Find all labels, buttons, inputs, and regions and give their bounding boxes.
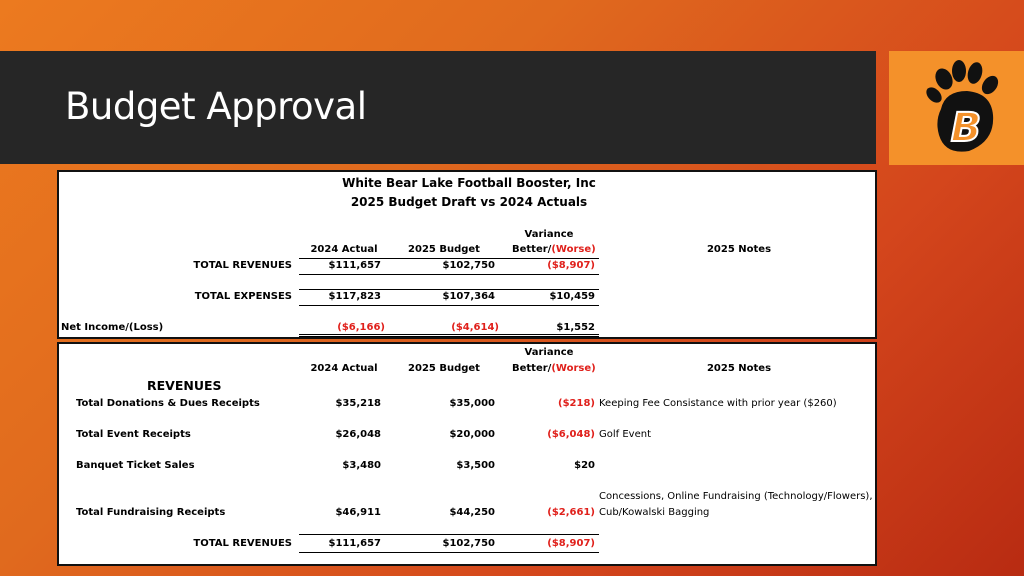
- revenue-row-actual: $46,911: [335, 507, 381, 518]
- actual-header: 2024 Actual: [310, 244, 378, 255]
- slide-title: Budget Approval: [65, 85, 367, 128]
- total-revenues-variance: ($8,907): [547, 538, 595, 549]
- revenue-row-budget: $35,000: [449, 398, 495, 409]
- notes-header: 2025 Notes: [706, 244, 772, 255]
- summary-row-actual: ($6,166): [337, 322, 385, 333]
- revenue-row-note-line1: Concessions, Online Fundraising (Technology/Flowers),: [599, 491, 873, 502]
- revenue-row-budget: $3,500: [456, 460, 495, 471]
- revenue-row-variance: ($6,048): [547, 429, 595, 440]
- revenue-row-variance: ($2,661): [547, 507, 595, 518]
- bear-paw-logo-icon: [889, 51, 1024, 165]
- org-name: White Bear Lake Football Booster, Inc: [342, 176, 596, 190]
- notes-header: 2025 Notes: [706, 363, 772, 374]
- summary-row-budget: ($4,614): [451, 322, 499, 333]
- better-worse-header: Better/(Worse): [512, 363, 596, 374]
- summary-row-budget: $102,750: [442, 260, 495, 271]
- revenue-row-budget: $44,250: [449, 507, 495, 518]
- budget-subtitle: 2025 Budget Draft vs 2024 Actuals: [350, 195, 588, 209]
- revenue-row-label: Total Donations & Dues Receipts: [76, 398, 260, 409]
- revenue-row-actual: $26,048: [335, 429, 381, 440]
- revenue-row-label: Total Event Receipts: [76, 429, 191, 440]
- total-revenues-label: TOTAL REVENUES: [193, 538, 292, 549]
- revenue-row-note: Keeping Fee Consistance with prior year ($260): [599, 398, 837, 409]
- revenue-row-note-line2: Cub/Kowalski Bagging: [599, 507, 710, 518]
- summary-row-actual: $111,657: [328, 260, 381, 271]
- revenue-row-label: Banquet Ticket Sales: [76, 460, 195, 471]
- revenue-row-actual: $3,480: [342, 460, 381, 471]
- revenue-row-label: Total Fundraising Receipts: [76, 507, 226, 518]
- variance-header: Variance: [524, 347, 574, 358]
- summary-row-label: TOTAL EXPENSES: [194, 291, 292, 302]
- revenue-row-variance: ($218): [558, 398, 595, 409]
- summary-panel: [57, 170, 877, 339]
- summary-row-budget: $107,364: [442, 291, 495, 302]
- summary-row-label: Net Income/(Loss): [61, 322, 164, 333]
- total-revenues-budget: $102,750: [442, 538, 495, 549]
- revenue-row-budget: $20,000: [449, 429, 495, 440]
- summary-row-label: TOTAL REVENUES: [193, 260, 292, 271]
- revenues-panel: [57, 342, 877, 566]
- budget-header: 2025 Budget: [408, 244, 480, 255]
- revenue-row-note: Golf Event: [599, 429, 651, 440]
- title-bar: [0, 51, 876, 164]
- actual-header: 2024 Actual: [310, 363, 378, 374]
- logo: [889, 51, 1024, 165]
- revenue-row-actual: $35,218: [335, 398, 381, 409]
- revenue-row-variance: $20: [574, 460, 595, 471]
- variance-header: Variance: [524, 229, 574, 240]
- summary-row-variance: $10,459: [549, 291, 595, 302]
- better-worse-header: Better/(Worse): [512, 244, 596, 255]
- budget-header: 2025 Budget: [408, 363, 480, 374]
- summary-row-variance: $1,552: [556, 322, 595, 333]
- svg-text:B: B: [950, 105, 982, 151]
- summary-row-variance: ($8,907): [547, 260, 595, 271]
- summary-row-actual: $117,823: [328, 291, 381, 302]
- total-revenues-actual: $111,657: [328, 538, 381, 549]
- section-title: REVENUES: [147, 378, 222, 393]
